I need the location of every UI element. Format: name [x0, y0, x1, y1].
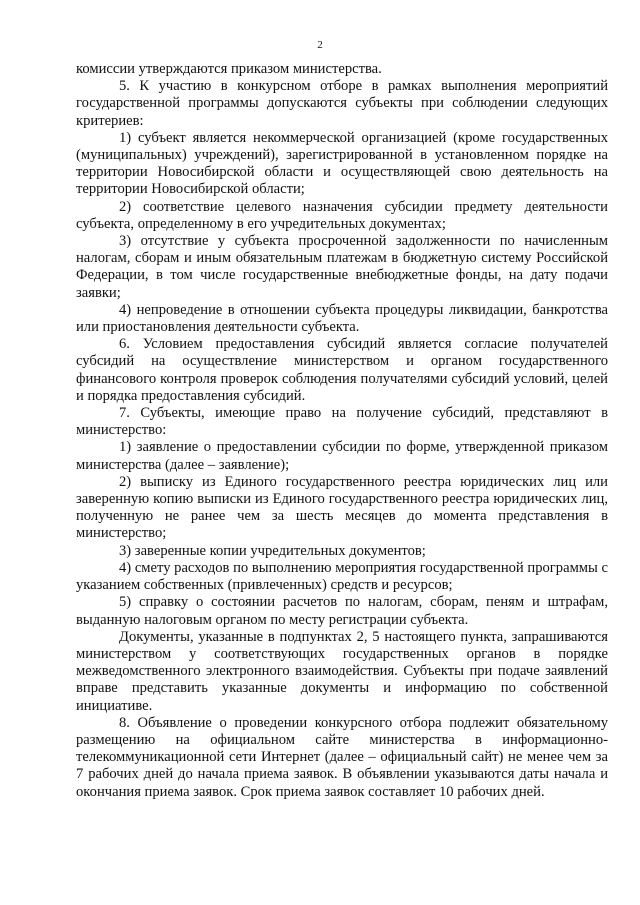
- paragraph: 1) субъект является некоммерческой организацией (кроме государственных (муниципальных) учреждений), зарегистрированной в установленном порядке на территории Новосибирской области и осуществляющей свою деятельность на территории Новосибирской области;: [76, 129, 608, 198]
- paragraph: 6. Условием предоставления субсидий является согласие получателей субсидий на осуществление министерством и органом государственного финансового контроля проверок соблюдения получателями субсидий условий, целей и порядка предоставления субсидий.: [76, 336, 608, 404]
- paragraph: 3) заверенные копии учредительных документов;: [119, 542, 426, 559]
- paragraph: 3) отсутствие у субъекта просроченной задолженности по начисленным налогам, сборам и иным обязательным платежам в бюджетную систему Российской Федерации, в том числе государственные внебюджетные фонды, на дату подачи заявки;: [76, 233, 608, 301]
- paragraph: 2) выписку из Единого государственного реестра юридических лиц или заверенную копию выписки из Единого государственного реестра юридических лиц, полученную не ранее чем за шесть месяцев до момента представления в министерство;: [76, 473, 608, 542]
- paragraph: 5. К участию в конкурсном отборе в рамках выполнения мероприятий государственной программы допускаются субъекты при соблюдении следующих критериев:: [76, 78, 608, 129]
- paragraph: 1) заявление о предоставлении субсидии по форме, утвержденной приказом министерства (далее – заявление);: [76, 439, 608, 473]
- paragraph: 7. Субъекты, имеющие право на получение субсидий, представляют в министерство:: [76, 405, 608, 439]
- paragraph: 4) непроведение в отношении субъекта процедуры ликвидации, банкротства или приостановления деятельности субъекта.: [76, 301, 608, 336]
- paragraph: 8. Объявление о проведении конкурсного отбора подлежит обязательному размещению на официальном сайте министерства в информационно-телекоммуникационной сети Интернет (далее – официальный сайт) не менее чем за 7 рабочих дней до начала приема заявок. В объявлении указываются даты начала и окончания приема заявок. Срок приема заявок составляет 10 рабочих дней.: [76, 714, 608, 800]
- paragraph: комиссии утверждаются приказом министерства.: [76, 61, 382, 77]
- document-body: [76, 61, 608, 801]
- paragraph: 2) соответствие целевого назначения субсидии предмету деятельности субъекта, определенному в его учредительных документах;: [76, 198, 608, 232]
- paragraph: 5) справку о состоянии расчетов по налогам, сборам, пеням и штрафам, выданную налоговым органом по месту регистрации субъекта.: [76, 594, 608, 628]
- paragraph: 4) смету расходов по выполнению мероприятия государственной программы с указанием собственных (привлеченных) средств и ресурсов;: [76, 559, 608, 594]
- paragraph: Документы, указанные в подпунктах 2, 5 настоящего пункта, запрашиваются министерством у соответствующих государственных органов в порядке межведомственного электронного взаимодействия. Субъекты при подаче заявлений вправе представить указанные документы и информацию по собственной инициативе.: [76, 628, 608, 714]
- page-number: 2: [317, 39, 323, 51]
